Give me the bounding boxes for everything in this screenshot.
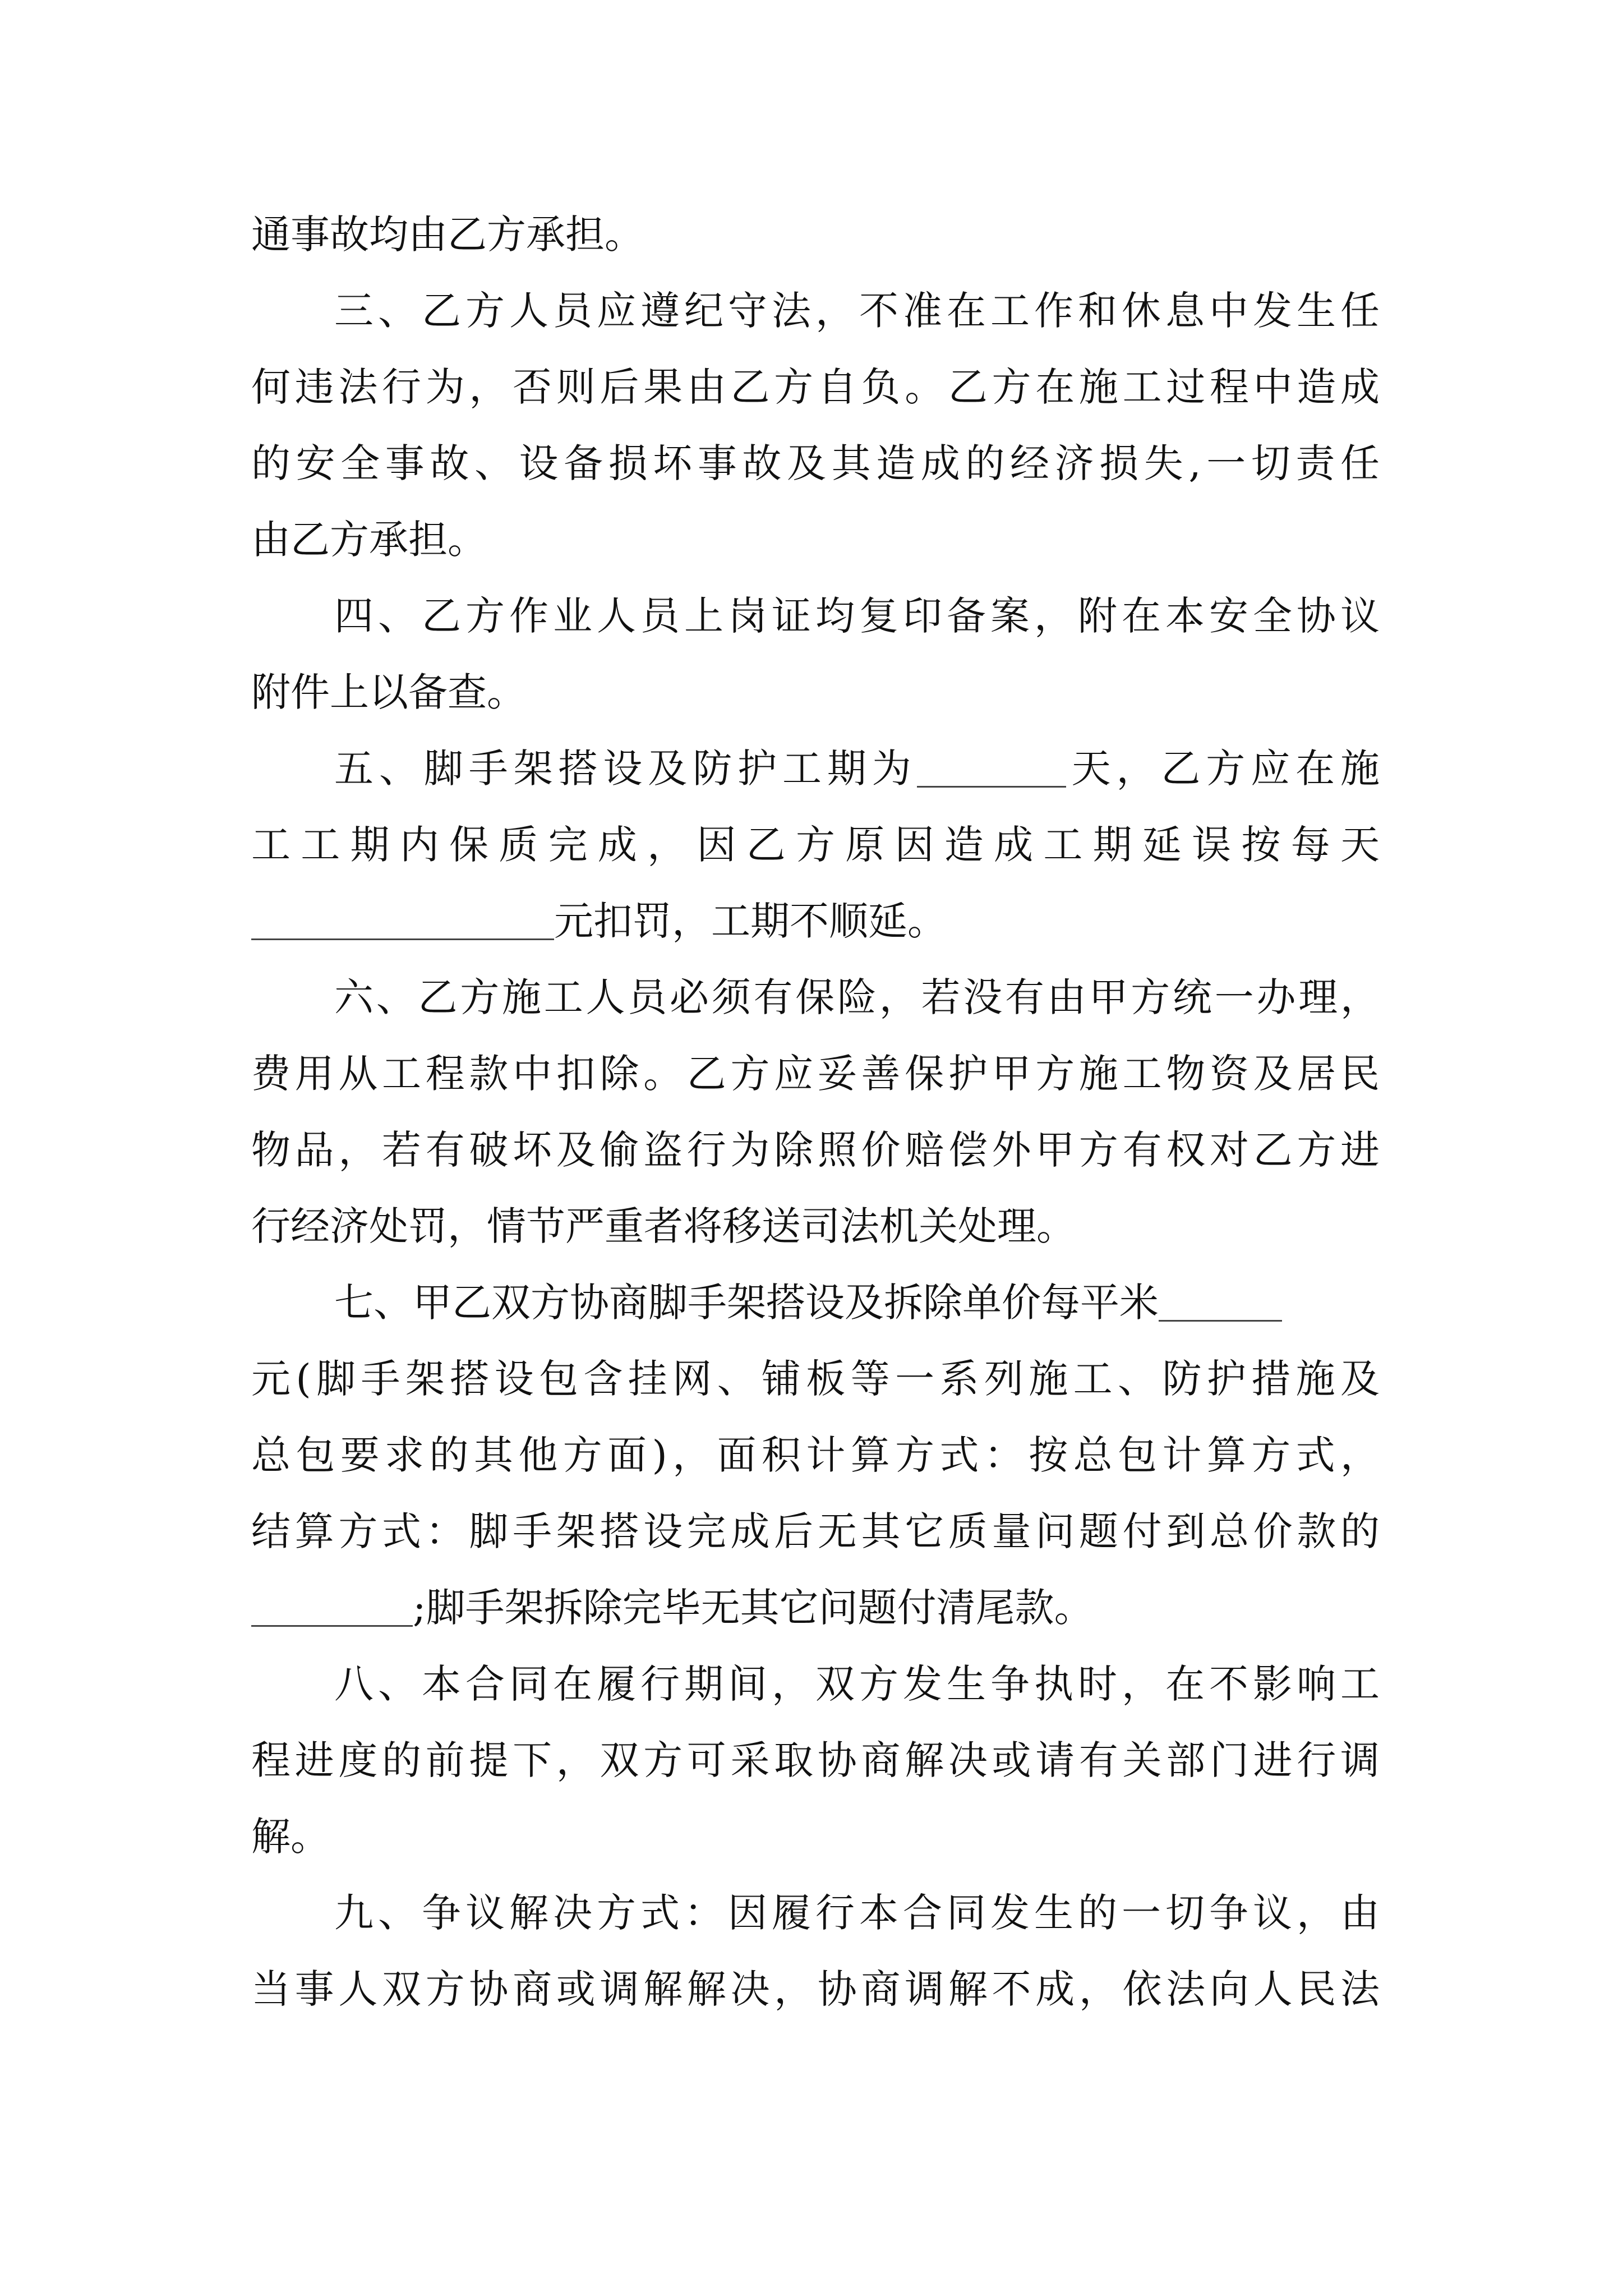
clause-5-line-3-text: 元扣罚，工期不顺延。 — [554, 898, 947, 944]
clause-5-prefix: 五、脚手架搭设及防护工期为 — [334, 746, 917, 792]
duration-blank — [917, 747, 1066, 788]
clause-5-line-1 — [251, 730, 1380, 807]
clause-4-line-1: 四、乙方作业人员上岗证均复印备案，附在本安全协议 — [334, 593, 1380, 639]
clause-3-line-3: 的安全事故、设备损坏事故及其造成的经济损失,一切责任 — [251, 440, 1380, 486]
clause-8-line-3: 解。 — [251, 1814, 330, 1860]
clause-7-line-2: 元(脚手架搭设包含挂网、铺板等一系列施工、防护措施及 — [251, 1356, 1380, 1402]
clause-5-line-3 — [251, 883, 1380, 959]
clause-7-line-3: 总包要求的其他方面)，面积计算方式：按总包计算方式， — [251, 1432, 1380, 1478]
clause-5-line-2: 工工期内保质完成，因乙方原因造成工期延误按每天 — [251, 822, 1380, 868]
clause-4-line-2: 附件上以备查。 — [251, 669, 526, 715]
clause-9-line-1: 九、争议解决方式：因履行本合同发生的一切争议，由 — [334, 1890, 1380, 1936]
clause-7-line-4: 结算方式：脚手架搭设完成后无其它质量问题付到总价款的 — [251, 1508, 1380, 1554]
penalty-blank — [251, 899, 554, 940]
clause-3-line-4: 由乙方承担。 — [251, 517, 487, 563]
clause-6-line-3: 物品，若有破坏及偷盗行为除照价赔偿外甲方有权对乙方进 — [251, 1127, 1380, 1173]
unit-price-blank — [1159, 1281, 1282, 1322]
clause-7-line-5-text: ;脚手架拆除完毕无其它问题付清尾款。 — [413, 1585, 1094, 1631]
clause-8-line-1: 八、本合同在履行期间，双方发生争执时，在不影响工 — [334, 1661, 1380, 1707]
clause-6-line-1: 六、乙方施工人员必须有保险，若没有由甲方统一办理， — [334, 974, 1380, 1020]
clause-8-line-2: 程进度的前提下，双方可采取协商解决或请有关部门进行调 — [251, 1737, 1380, 1783]
contract-body — [251, 196, 1380, 2027]
text-line: 通事故均由乙方承担。 — [251, 211, 644, 257]
clause-7-line-1-text: 七、甲乙双方协商脚手架搭设及拆除单价每平米 — [334, 1280, 1159, 1326]
clause-7-line-1 — [251, 1264, 1380, 1341]
clause-3-line-1: 三、乙方人员应遵纪守法，不准在工作和休息中发生任 — [334, 288, 1380, 334]
payment-ratio-blank — [251, 1586, 413, 1627]
clause-6-line-4: 行经济处罚，情节严重者将移送司法机关处理。 — [251, 1203, 1076, 1249]
clause-5-suffix: 天，乙方应在施 — [1066, 746, 1380, 792]
clause-9-line-2: 当事人双方协商或调解解决，协商调解不成，依法向人民法 — [251, 1966, 1380, 2012]
clause-7-line-5 — [251, 1570, 1380, 1646]
clause-3-line-2: 何违法行为，否则后果由乙方自负。乙方在施工过程中造成 — [251, 364, 1380, 410]
clause-6-line-2: 费用从工程款中扣除。乙方应妥善保护甲方施工物资及居民 — [251, 1051, 1380, 1097]
